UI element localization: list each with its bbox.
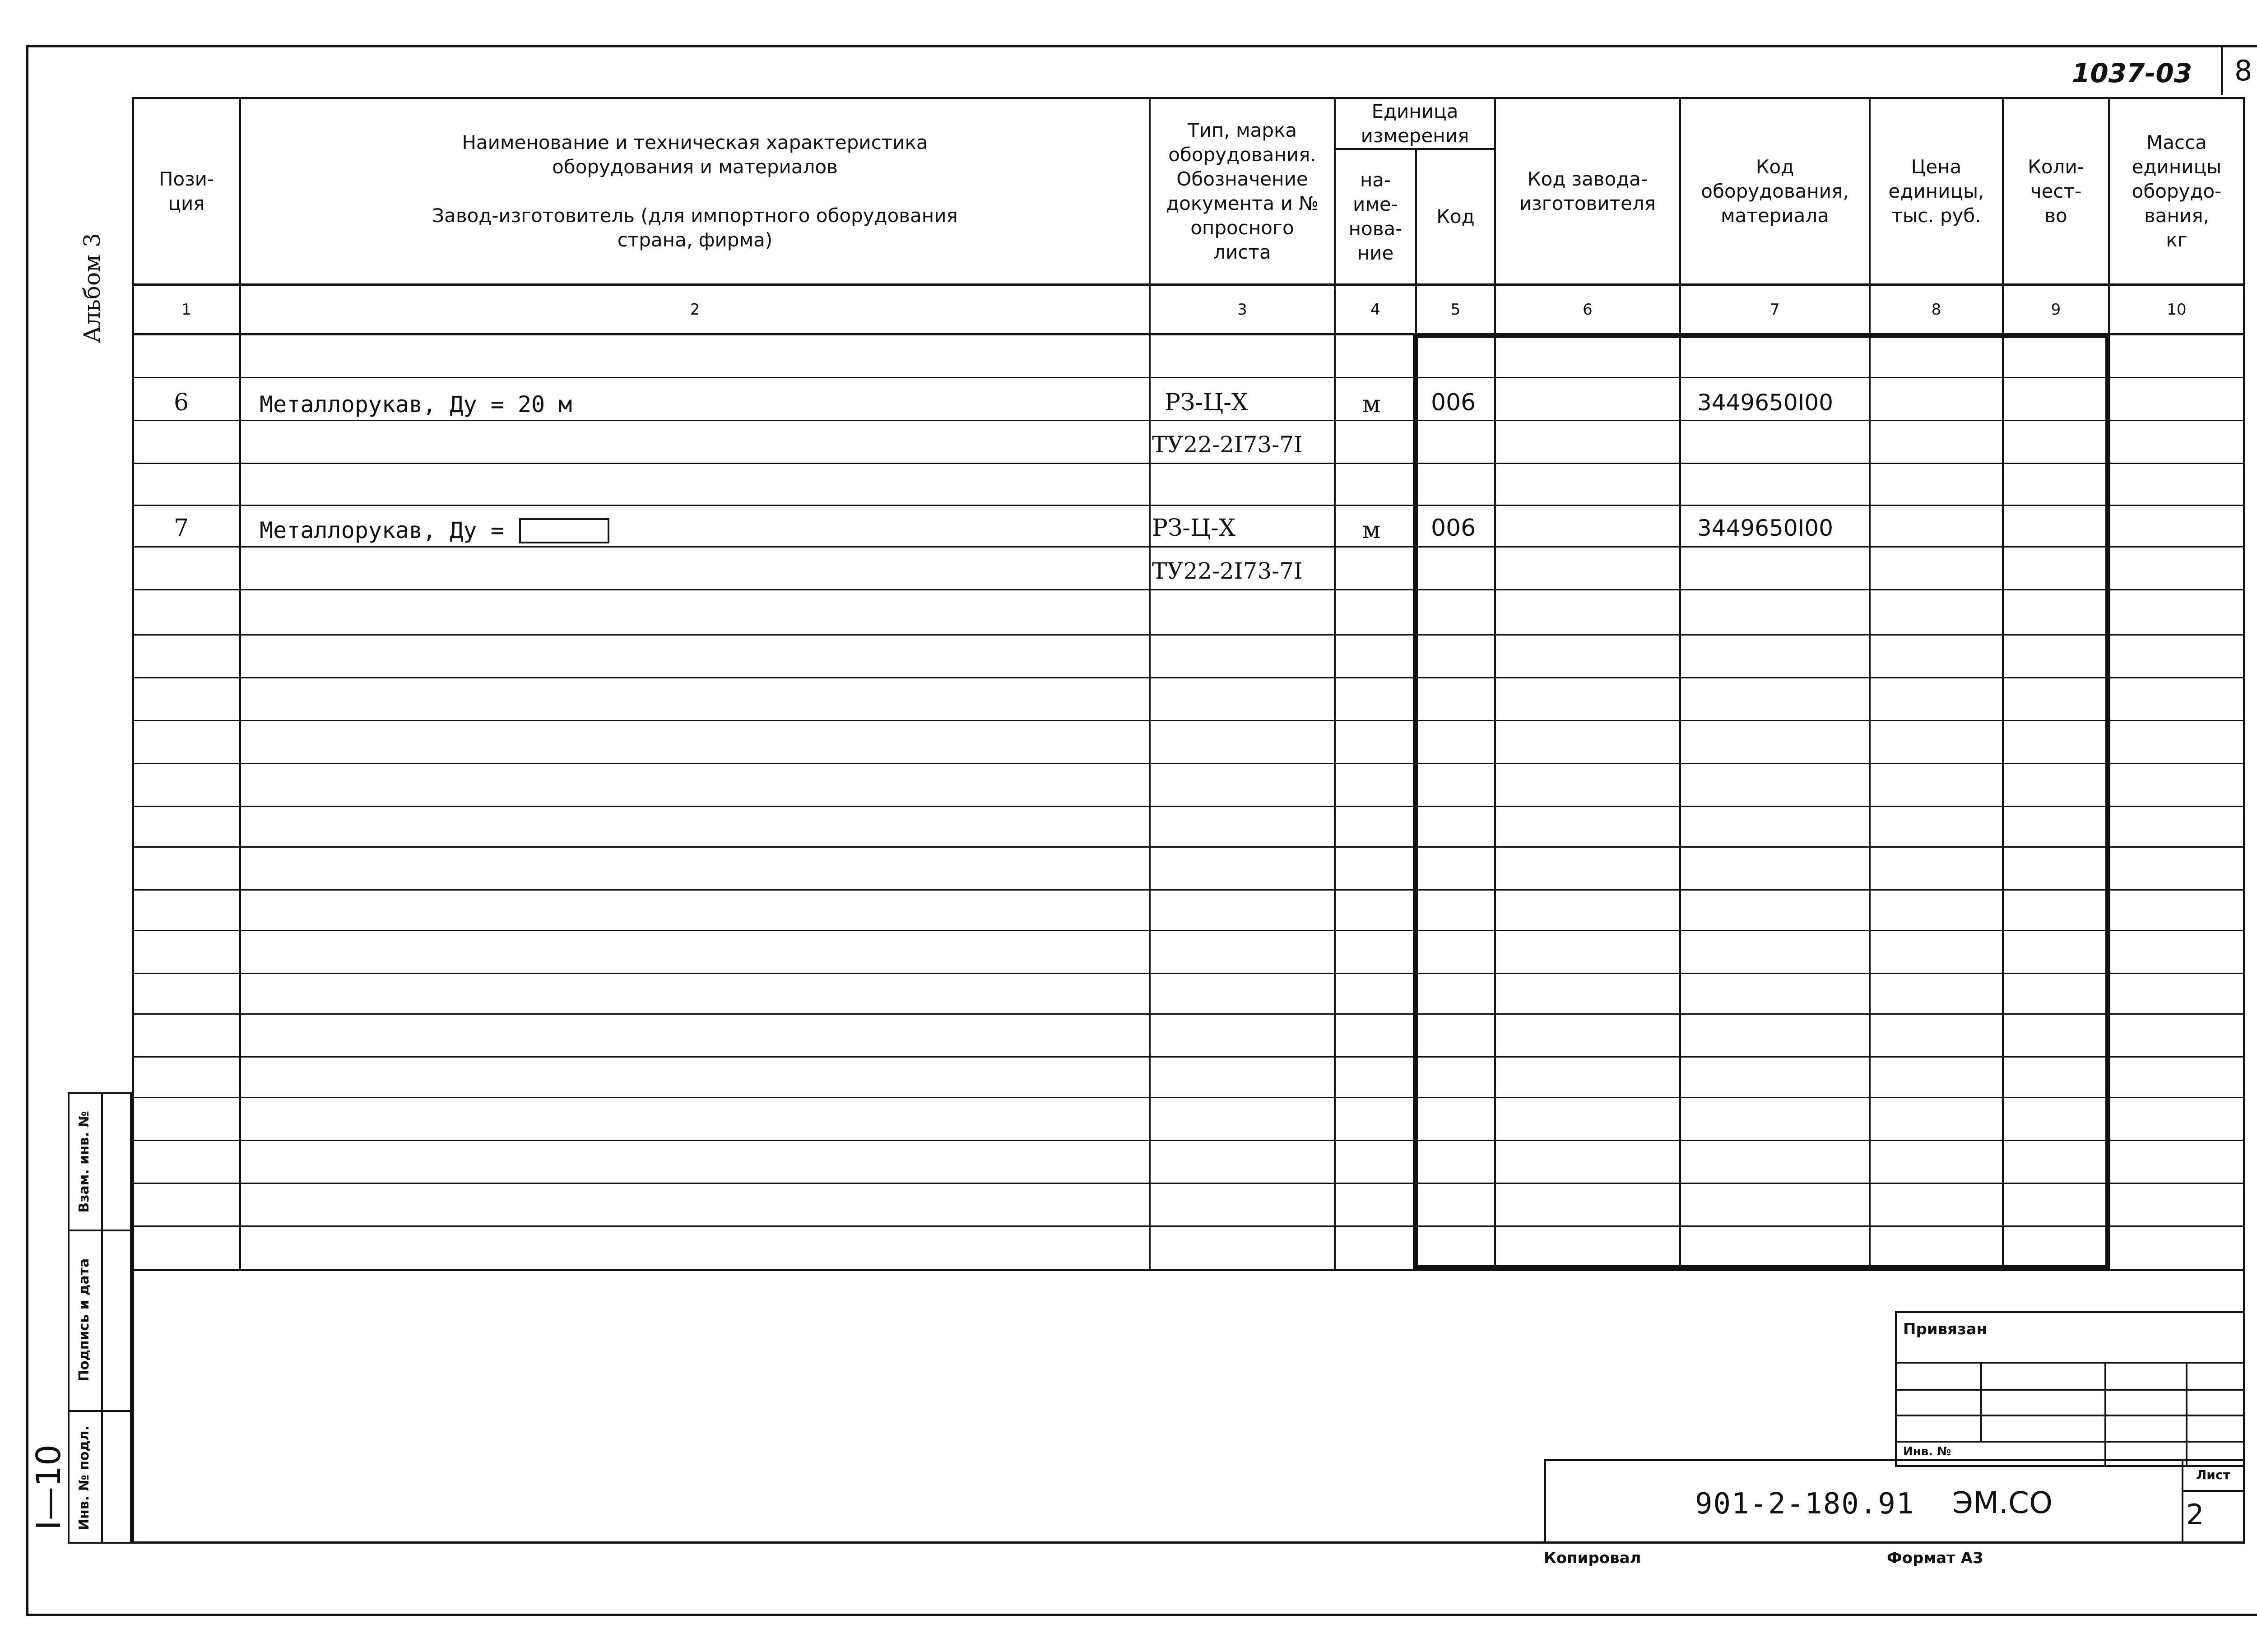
row-unit: м <box>1362 517 1381 544</box>
row-unit-code: 006 <box>1431 389 1476 416</box>
column-number: 6 <box>1583 301 1593 319</box>
row-name: Металлорукав, Ду = <box>260 517 504 543</box>
sheet-row-line <box>2182 1490 2243 1492</box>
header-qty: Коли- чест- во <box>2028 155 2084 227</box>
bound-label: Привязан <box>1903 1320 1988 1338</box>
row-line <box>132 377 2245 378</box>
inv-label: Инв. № <box>1903 1445 1951 1458</box>
bound-row-line <box>1897 1441 2243 1443</box>
row-name: Металлорукав, Ду = 20 м <box>260 391 572 418</box>
row-line <box>132 546 2245 548</box>
row-line <box>132 589 2245 590</box>
row-line <box>132 763 2245 764</box>
header-price: Цена единицы, тыс. руб. <box>1888 155 1984 227</box>
row-line <box>132 846 2245 848</box>
sign-date-label: Подпись и дата <box>76 1258 92 1382</box>
sheet-col-line <box>2182 1461 2183 1541</box>
bound-row-line <box>1897 1415 2243 1416</box>
row-line <box>132 720 2245 721</box>
header-unit-name: на- име- нова- ние <box>1348 169 1402 264</box>
header-mass: Масса единицы оборудо- вания, кг <box>2132 131 2222 251</box>
sheet-label: Лист <box>2196 1467 2230 1482</box>
row-line <box>132 806 2245 807</box>
row-line <box>132 505 2245 506</box>
column-number: 4 <box>1370 301 1380 319</box>
row-unit-code: 006 <box>1431 515 1476 542</box>
row-line <box>132 677 2245 678</box>
row-line <box>132 1056 2245 1058</box>
row-pos: 7 <box>174 515 189 542</box>
row-type-doc: ТУ22-2І73-7І <box>1152 558 1303 584</box>
row-line <box>132 1140 2245 1141</box>
page-number-divider <box>2221 45 2223 95</box>
table-body-bottom <box>132 1269 2245 1271</box>
column-number: 1 <box>181 301 191 319</box>
orig-inv-label: Инв. № подл. <box>76 1425 92 1531</box>
row-unit: м <box>1362 391 1381 418</box>
header-unit-group: Единица измерения <box>1361 100 1469 147</box>
row-line <box>132 930 2245 931</box>
column-number: 3 <box>1237 301 1247 319</box>
row-line <box>132 1183 2245 1184</box>
doc-mark: ЭМ.СО <box>1952 1485 2053 1520</box>
column-number: 8 <box>1931 301 1941 319</box>
bound-col-line <box>1980 1362 1982 1441</box>
header-unit-code: Код <box>1436 205 1475 227</box>
row-line <box>132 1097 2245 1098</box>
side-stamp-divider <box>101 1094 103 1543</box>
row-equip-code: 3449650І00 <box>1697 390 1834 416</box>
album-label: Альбом 3 <box>79 233 105 343</box>
sheet-value: 2 <box>2186 1498 2204 1531</box>
column-number: 5 <box>1450 301 1461 319</box>
row-line <box>132 973 2245 974</box>
bound-col-line <box>2104 1362 2106 1466</box>
copied-label: Копировал <box>1544 1549 1641 1567</box>
row-line <box>132 1013 2245 1015</box>
row-line <box>132 889 2245 891</box>
blank-value-box <box>519 518 609 543</box>
row-type-doc: ТУ22-2І73-7І <box>1152 432 1303 458</box>
main-title-block <box>1544 1459 2245 1544</box>
bound-block <box>1895 1311 2245 1467</box>
header-type: Тип, марка оборудования. Обозначение документа и № опросного листа <box>1166 119 1319 263</box>
doc-number: 901-2-180.91 <box>1695 1487 1915 1521</box>
side-stamp <box>68 1092 132 1544</box>
row-type: РЗ-Ц-Х <box>1152 515 1235 542</box>
row-line <box>132 420 2245 421</box>
format-label: Формат А3 <box>1887 1549 1983 1567</box>
bound-col-line <box>2186 1362 2187 1466</box>
row-equip-code: 3449650І00 <box>1697 515 1834 541</box>
column-number: 2 <box>690 301 700 319</box>
highlight-block <box>1413 333 2110 1270</box>
row-line <box>132 634 2245 636</box>
bound-row-line <box>1897 1389 2243 1391</box>
header-equip-code: Код оборудования, материала <box>1701 155 1849 227</box>
corner-code: 1037-03 <box>2072 58 2192 88</box>
page-number: 8 <box>2234 54 2252 87</box>
side-stamp-row-line <box>70 1230 132 1231</box>
header-pos: Пози- ция <box>158 167 214 214</box>
row-line <box>132 463 2245 464</box>
row-type: РЗ-Ц-Х <box>1165 389 1248 416</box>
header-factory-code: Код завода- изготовителя <box>1519 167 1656 214</box>
volume-label: I—10 <box>29 1444 68 1530</box>
column-number: 10 <box>2167 301 2187 319</box>
row-pos: 6 <box>174 389 189 416</box>
column-number: 7 <box>1770 301 1780 319</box>
column-number: 9 <box>2051 301 2061 319</box>
replace-inv-label: Взам. инв. № <box>76 1111 92 1213</box>
bound-row-line <box>1897 1362 2243 1364</box>
header-name: Наименование и техническая характеристика оборудования и материалов Завод-изготовитель (для импортного оборудования страна, фирма) <box>432 131 958 251</box>
row-line <box>132 1225 2245 1227</box>
